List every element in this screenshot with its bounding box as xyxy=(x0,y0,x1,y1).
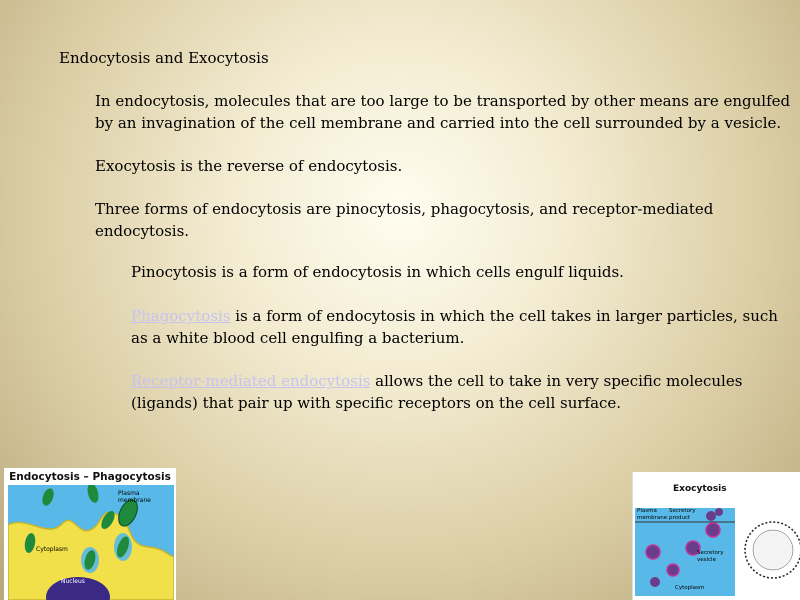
paragraph-phagocytosis xyxy=(131,305,791,349)
paragraph-exocytosis: Exocytosis is the reverse of endocytosis. xyxy=(95,157,403,175)
secretory-vesicle-label: Secretory vesicle xyxy=(697,550,724,563)
phagocytosis-text: is a form of endocytosis in which the cell takes in larger particles, such as a white blood cell engulfing a bacterium. xyxy=(131,307,778,347)
paragraph-pinocytosis: Pinocytosis is a form of endocytosis in which cells engulf liquids. xyxy=(131,263,624,281)
phagocytosis-figure-header xyxy=(8,470,172,486)
receptor-mediated-text: allows the cell to take in very specific molecules (ligands) that pair up with specific receptors on the cell surface. xyxy=(131,372,743,412)
receptor-mediated-link[interactable]: Receptor-mediated endocytosis xyxy=(131,372,371,390)
phagocytosis-figure-title: Endocytosis – Phagocytosis xyxy=(9,471,171,483)
slide-title: Endocytosis and Exocytosis xyxy=(59,49,269,67)
exocytosis-figure xyxy=(632,472,800,600)
phagocytosis-link[interactable]: Phagocytosis xyxy=(131,307,231,325)
exocytosis-cytoplasm-label: Cytoplasm xyxy=(675,585,705,591)
exocytosis-plasma-membrane-label: Plasma membrane xyxy=(637,508,668,521)
cytoplasm-label: Cytoplasm xyxy=(36,546,68,553)
nucleus-label: Nucleus xyxy=(61,578,85,585)
paragraph-endocytosis: In endocytosis, molecules that are too large to be transported by other means are engulfed by an invagination of the cell membrane and carried into the cell surrounded by a vesicle. xyxy=(95,92,791,132)
secretory-product-label: Secretory product xyxy=(669,508,696,521)
phagocytosis-figure xyxy=(4,468,176,600)
exocytosis-figure-title: Exocytosis xyxy=(673,484,727,494)
plasma-membrane-label: Plasma membrane xyxy=(118,490,151,504)
exocytosis-figure-header xyxy=(673,484,773,495)
paragraph-receptor-mediated xyxy=(131,370,771,414)
paragraph-three-forms: Three forms of endocytosis are pinocytosis, phagocytosis, and receptor-mediated endocytosis. xyxy=(95,200,714,240)
